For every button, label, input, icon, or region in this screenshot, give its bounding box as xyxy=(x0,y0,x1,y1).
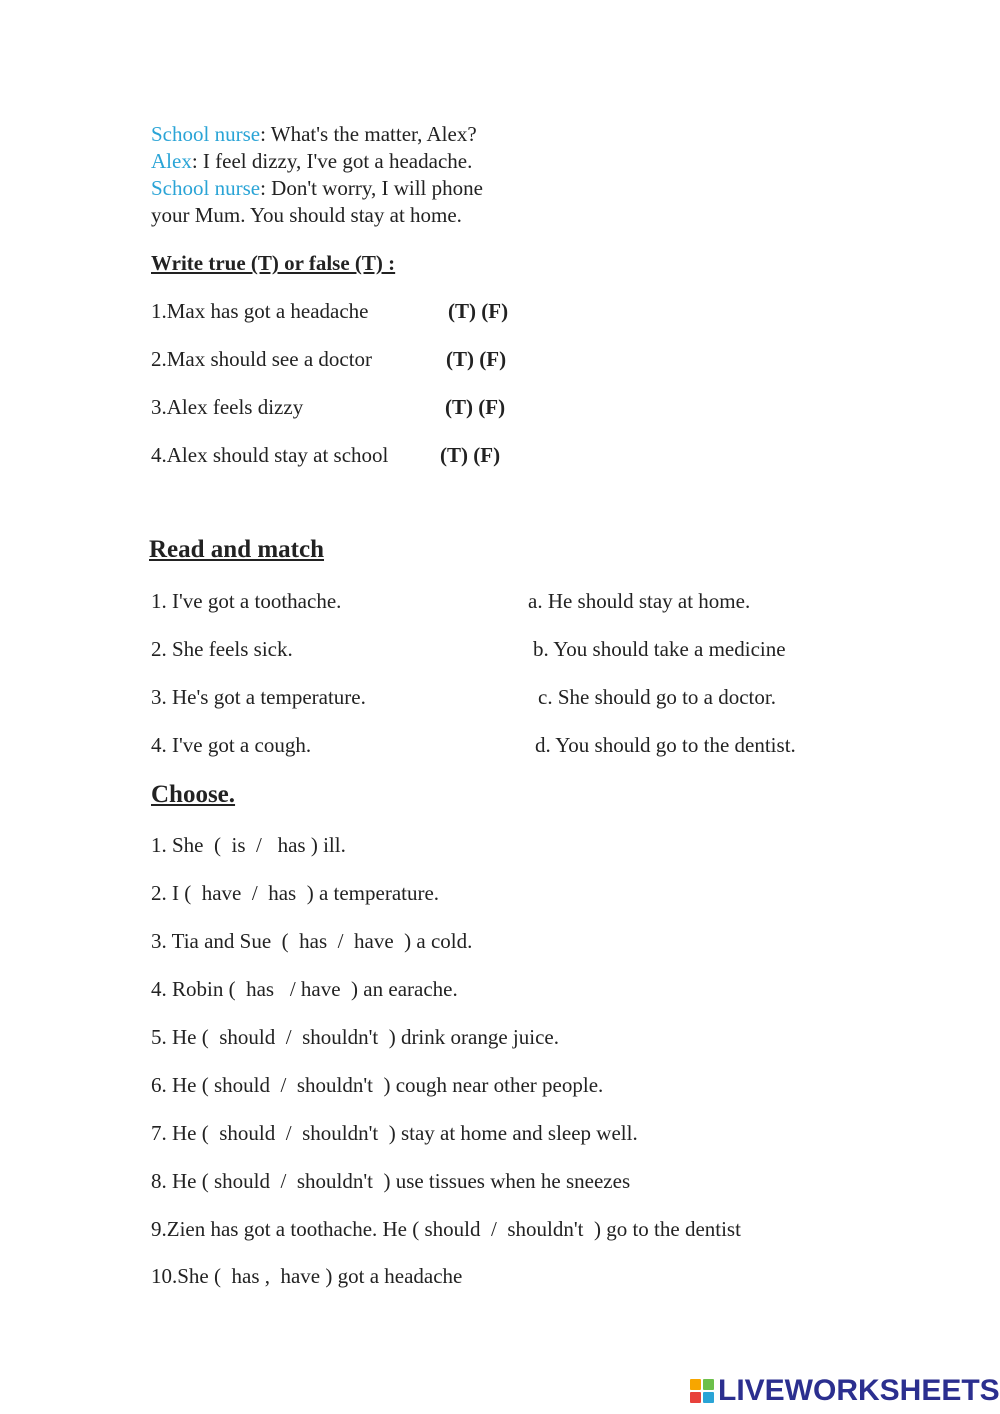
logo-square xyxy=(703,1392,714,1403)
choose-item[interactable]: 5. He ( should / shouldn't ) drink orange juice. xyxy=(151,1025,559,1049)
dialogue-text: : I feel dizzy, I've got a headache. xyxy=(191,149,473,173)
dialogue-line-1 xyxy=(151,121,477,148)
tf-options[interactable]: (T) (F) xyxy=(448,299,509,323)
dialogue-line-4 xyxy=(151,202,462,229)
logo-square xyxy=(690,1392,701,1403)
logo-square xyxy=(690,1379,701,1390)
liveworksheets-logo xyxy=(690,1374,1000,1408)
dialogue-text: your Mum. You should stay at home. xyxy=(151,203,462,227)
match-heading: Read and match xyxy=(149,536,325,563)
dialogue-line-3 xyxy=(151,175,483,202)
choose-item[interactable]: 7. He ( should / shouldn't ) stay at home and sleep well. xyxy=(151,1121,638,1145)
speaker-name: Alex xyxy=(151,149,192,173)
logo-square xyxy=(703,1379,714,1390)
choose-item[interactable]: 9.Zien has got a toothache. He ( should / shouldn't ) go to the dentist xyxy=(151,1217,741,1241)
choose-heading: Choose. xyxy=(151,781,236,808)
true-false-heading: Write true (T) or false (T) : xyxy=(151,251,396,275)
tf-options[interactable]: (T) (F) xyxy=(446,347,507,371)
tf-statement: 3.Alex feels dizzy xyxy=(151,395,304,419)
speaker-name: School nurse xyxy=(151,122,261,146)
match-left-item[interactable]: 1. I've got a toothache. xyxy=(151,589,342,613)
match-left-item[interactable]: 2. She feels sick. xyxy=(151,637,293,661)
match-right-item[interactable]: a. He should stay at home. xyxy=(528,589,751,613)
match-left-item[interactable]: 4. I've got a cough. xyxy=(151,733,312,757)
speaker-name: School nurse xyxy=(151,176,261,200)
tf-options[interactable]: (T) (F) xyxy=(445,395,506,419)
choose-item[interactable]: 4. Robin ( has / have ) an earache. xyxy=(151,977,458,1001)
choose-item[interactable]: 6. He ( should / shouldn't ) cough near other people. xyxy=(151,1073,604,1097)
tf-options[interactable]: (T) (F) xyxy=(440,443,501,467)
match-left-item[interactable]: 3. He's got a temperature. xyxy=(151,685,366,709)
choose-item[interactable]: 8. He ( should / shouldn't ) use tissues when he sneezes xyxy=(151,1169,631,1193)
match-right-item[interactable]: b. You should take a medicine xyxy=(533,637,786,661)
tf-statement: 1.Max has got a headache xyxy=(151,299,369,323)
choose-item[interactable]: 3. Tia and Sue ( has / have ) a cold. xyxy=(151,929,473,953)
match-right-item[interactable]: c. She should go to a doctor. xyxy=(538,685,776,709)
choose-item[interactable]: 1. She ( is / has ) ill. xyxy=(151,833,346,857)
tf-statement: 4.Alex should stay at school xyxy=(151,443,389,467)
logo-text: LIVEWORKSHEETS xyxy=(718,1374,1000,1407)
dialogue-text: : Don't worry, I will phone xyxy=(260,176,483,200)
match-right-item[interactable]: d. You should go to the dentist. xyxy=(535,733,796,757)
dialogue-text: : What's the matter, Alex? xyxy=(260,122,477,146)
choose-item[interactable]: 2. I ( have / has ) a temperature. xyxy=(151,881,440,905)
tf-statement: 2.Max should see a doctor xyxy=(151,347,373,371)
choose-item[interactable]: 10.She ( has , have ) got a headache xyxy=(151,1264,463,1288)
liveworksheets-logo-icon xyxy=(690,1379,714,1403)
dialogue-line-2 xyxy=(151,148,472,175)
